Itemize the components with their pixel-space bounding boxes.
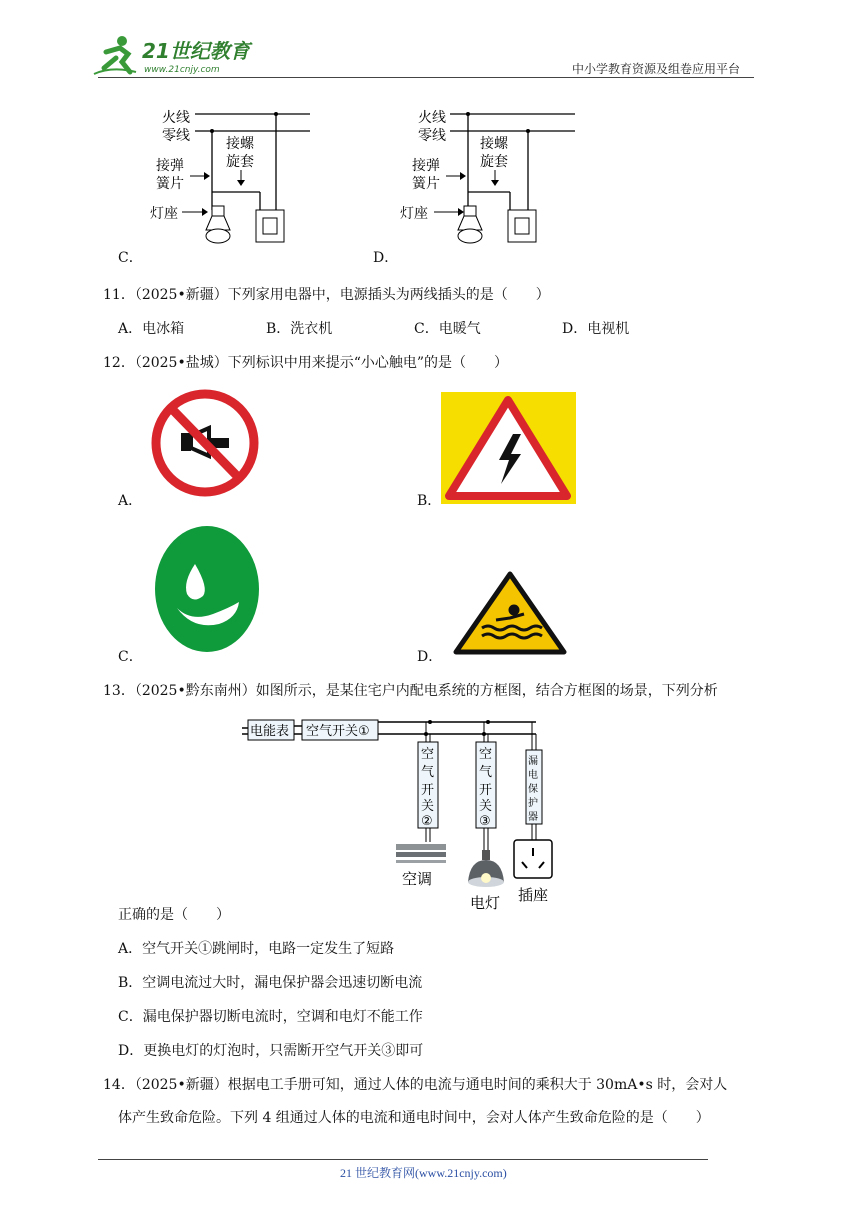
- label-neutral-wire: 零线: [418, 128, 446, 144]
- footer-text: 21 世纪教育网(www.21cnjy.com): [340, 1166, 507, 1180]
- label-neutral-wire: 零线: [162, 128, 190, 144]
- air-switch-3-char: ③: [479, 814, 491, 829]
- socket-label: 插座: [518, 886, 549, 904]
- distribution-block-diagram: [240, 712, 560, 918]
- q12-label-a: A．: [118, 493, 143, 509]
- footer-rule: [98, 1159, 708, 1160]
- label-live-wire: 火线: [418, 110, 446, 126]
- q11-option-a: A．电冰箱: [118, 321, 185, 337]
- q13-stem-cont: 正确的是（ ）: [118, 907, 230, 923]
- leakage-protector-char: 器: [528, 812, 538, 823]
- no-horn-sign-icon: [153, 390, 257, 496]
- air-switch-2-char: ②: [421, 814, 433, 829]
- leakage-protector-char: 护: [528, 798, 538, 809]
- label-spiral-1: 接螺: [480, 136, 508, 152]
- q12-label-c: C．: [118, 649, 143, 665]
- air-switch-2-char: 气: [421, 765, 435, 780]
- label-spiral-2: 旋套: [480, 154, 508, 170]
- logo: [92, 34, 262, 78]
- lamp-label: 电灯: [470, 894, 501, 912]
- air-conditioner-icon: [396, 844, 446, 863]
- q13-stem: 13．（2025•黔东南州）如图所示，是某住宅户内配电系统的方框图，结合方框图的场景，下列分析: [103, 683, 718, 699]
- air-switch-3-char: 开: [479, 783, 493, 798]
- q12-stem: 12．（2025•盐城）下列标识中用来提示“小心触电”的是（ ）: [103, 355, 509, 371]
- drowning-warning-icon: [452, 570, 568, 656]
- label-spring-2: 簧片: [156, 176, 184, 192]
- label-spiral-2: 旋套: [226, 154, 254, 170]
- option-d-label: D．: [373, 250, 399, 266]
- label-lamp-holder: 灯座: [150, 206, 178, 222]
- leakage-protector-char: 漏: [528, 756, 538, 767]
- label-spring-1: 接弹: [156, 158, 184, 174]
- socket-box: [514, 840, 552, 878]
- air-switch-3-char: 气: [479, 765, 493, 780]
- q14-line-2: 体产生致命危险。下列 4 组通过人体的电流和通电时间中，会对人体产生致命危险的是（ ）: [118, 1110, 710, 1126]
- circuit-diagram-d: [400, 100, 590, 260]
- leakage-protector-char: 保: [528, 784, 538, 795]
- air-switch-3-char: 空: [479, 747, 493, 762]
- runner-icon: [94, 36, 136, 74]
- water-saving-sign-icon: [153, 524, 261, 654]
- logo-title: 21世纪教育: [142, 39, 250, 63]
- header-platform-text: 中小学教育资源及组卷应用平台: [572, 62, 741, 76]
- q13-option-a: A．空气开关①跳闸时，电路一定发生了短路: [118, 941, 395, 957]
- header: [0, 0, 860, 80]
- q11-stem: 11．（2025•新疆）下列家用电器中，电源插头为两线插头的是（ ）: [103, 287, 550, 303]
- q11-option-c: C．电暖气: [414, 321, 481, 337]
- q11-option-b: B．洗衣机: [266, 321, 333, 337]
- logo-url: www.21cnjy.com: [144, 65, 220, 75]
- header-rule: [98, 77, 754, 78]
- label-lamp-holder: 灯座: [400, 206, 428, 222]
- label-spiral-1: 接螺: [226, 136, 254, 152]
- ceiling-lamp-icon: [468, 850, 504, 887]
- q12-label-d: D．: [417, 649, 443, 665]
- q13-option-d: D．更换电灯的灯泡时，只需断开空气开关③即可: [118, 1043, 424, 1059]
- bulb-icon: [206, 206, 230, 243]
- air-switch-3-char: 关: [479, 799, 493, 814]
- leakage-protector-char: 电: [528, 770, 538, 781]
- circuit-diagram-c: [150, 100, 330, 260]
- air-switch-2-char: 开: [421, 783, 435, 798]
- electric-shock-warning-icon: [441, 392, 576, 504]
- q11-option-d: D．电视机: [562, 321, 630, 337]
- label-live-wire: 火线: [162, 110, 190, 126]
- label-spring-1: 接弹: [412, 158, 440, 174]
- label-spring-2: 簧片: [412, 176, 440, 192]
- meter-label: 电能表: [250, 724, 290, 739]
- air-switch-1-label: 空气开关①: [306, 724, 370, 739]
- air-switch-2-char: 关: [421, 799, 435, 814]
- q13-option-b: B．空调电流过大时，漏电保护器会迅速切断电流: [118, 975, 423, 991]
- q12-label-b: B．: [417, 493, 442, 509]
- option-c-label: C．: [118, 250, 143, 266]
- ac-label: 空调: [402, 870, 433, 888]
- q13-option-c: C．漏电保护器切断电流时，空调和电灯不能工作: [118, 1009, 423, 1025]
- q14-line-1: 14．（2025•新疆）根据电工手册可知，通过人体的电流与通电时间的乘积大于 30mA•s 时，会对人: [103, 1077, 728, 1093]
- air-switch-2-char: 空: [421, 747, 435, 762]
